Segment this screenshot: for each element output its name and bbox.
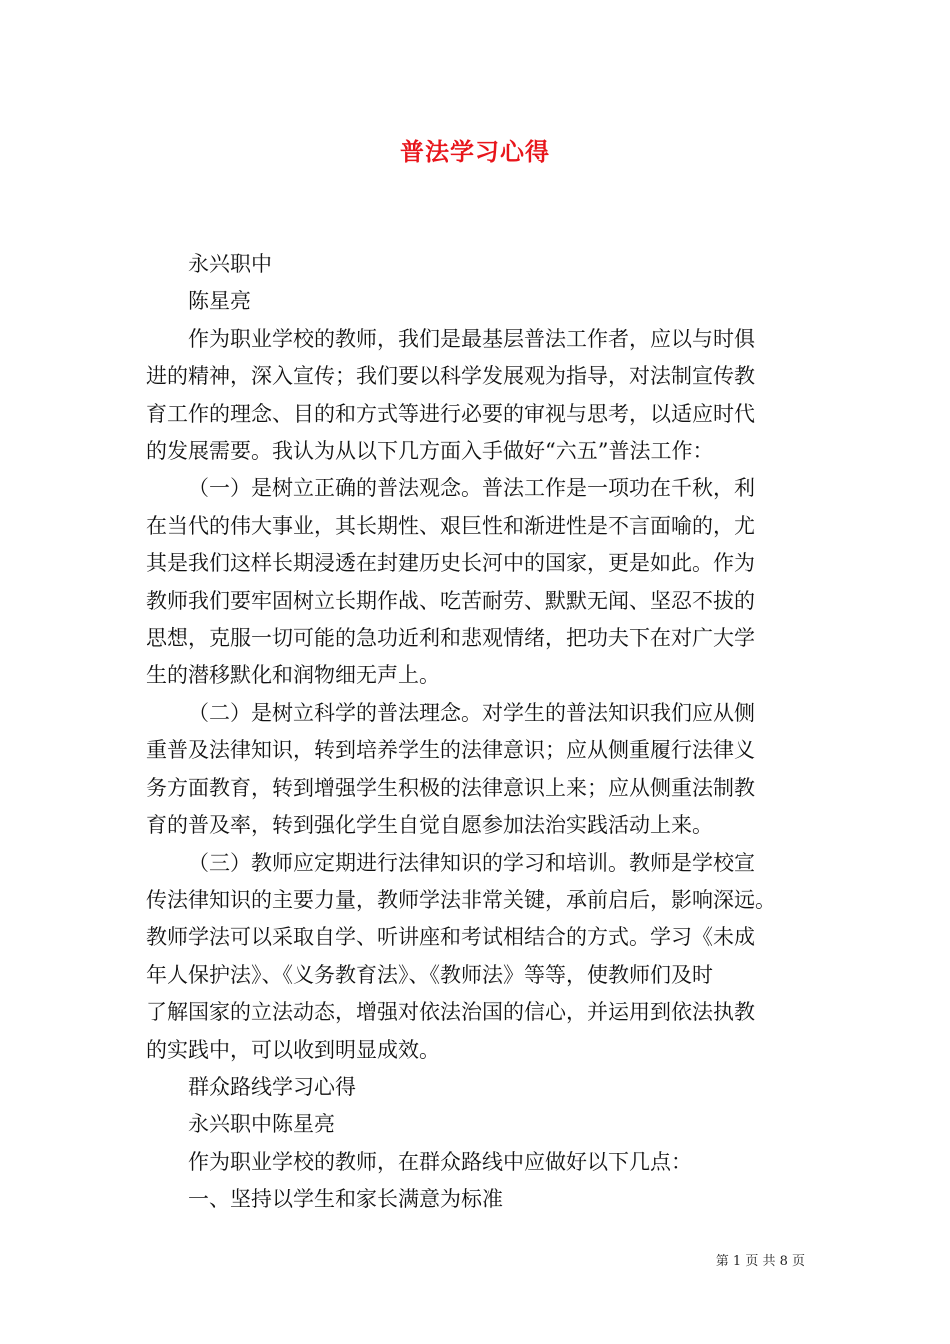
- document-title: 普法学习心得: [400, 137, 550, 166]
- text-line: 一、坚持以学生和家长满意为标准: [188, 1187, 503, 1212]
- text-line: 永兴职中陈星亮: [188, 1112, 335, 1137]
- text-line: 的实践中，可以收到明显成效。: [146, 1037, 440, 1062]
- text-line: 年人保护法》、《义务教育法》、《教师法》等等，使教师们及时: [146, 962, 713, 987]
- text-line: 进的精神，深入宣传；我们要以科学发展观为指导，对法制宣传教: [146, 364, 755, 389]
- document-body: [146, 246, 826, 1219]
- text-line: 育的普及率，转到强化学生自觉自愿参加法治实践活动上来。: [146, 813, 713, 838]
- text-line: 重普及法律知识，转到培养学生的法律意识；应从侧重履行法律义: [146, 738, 755, 763]
- page-footer: 第 1 页 共 8 页: [715, 1254, 805, 1269]
- text-line: 的发展需要。我认为从以下几方面入手做好“六五”普法工作：: [146, 439, 714, 464]
- text-line: 教师学法可以采取自学、听讲座和考试相结合的方式。学习《未成: [146, 925, 755, 950]
- text-line: 永兴职中: [188, 252, 272, 276]
- text-line: 了解国家的立法动态，增强对依法治国的信心，并运用到依法执教: [146, 1000, 755, 1025]
- text-line: （一）是树立正确的普法观念。普法工作是一项功在千秋，利: [188, 476, 755, 501]
- text-line: 作为职业学校的教师，在群众路线中应做好以下几点：: [188, 1149, 692, 1174]
- text-line: 生的潜移默化和润物细无声上。: [146, 663, 440, 688]
- text-line: 务方面教育，转到增强学生积极的法律意识上来；应从侧重法制教: [146, 775, 755, 800]
- text-line: （三）教师应定期进行法律知识的学习和培训。教师是学校宣: [188, 850, 755, 875]
- text-line: 其是我们这样长期浸透在封建历史长河中的国家，更是如此。作为: [146, 551, 755, 576]
- text-line: 陈星亮: [188, 289, 251, 314]
- text-line: 群众路线学习心得: [188, 1074, 356, 1099]
- text-line: 教师我们要牢固树立长期作战、吃苦耐劳、默默无闻、坚忍不拔的: [146, 588, 755, 613]
- text-line: 作为职业学校的教师，我们是最基层普法工作者，应以与时俱: [188, 326, 755, 351]
- text-line: （二）是树立科学的普法理念。对学生的普法知识我们应从侧: [188, 700, 755, 725]
- text-line: 传法律知识的主要力量，教师学法非常关键，承前启后，影响深远。: [146, 887, 776, 912]
- text-line: 育工作的理念、目的和方式等进行必要的审视与思考，以适应时代: [146, 401, 755, 426]
- text-line: 思想，克服一切可能的急功近利和悲观情绪，把功夫下在对广大学: [146, 626, 755, 651]
- text-line: 在当代的伟大事业，其长期性、艰巨性和渐进性是不言面喻的，尤: [146, 513, 755, 538]
